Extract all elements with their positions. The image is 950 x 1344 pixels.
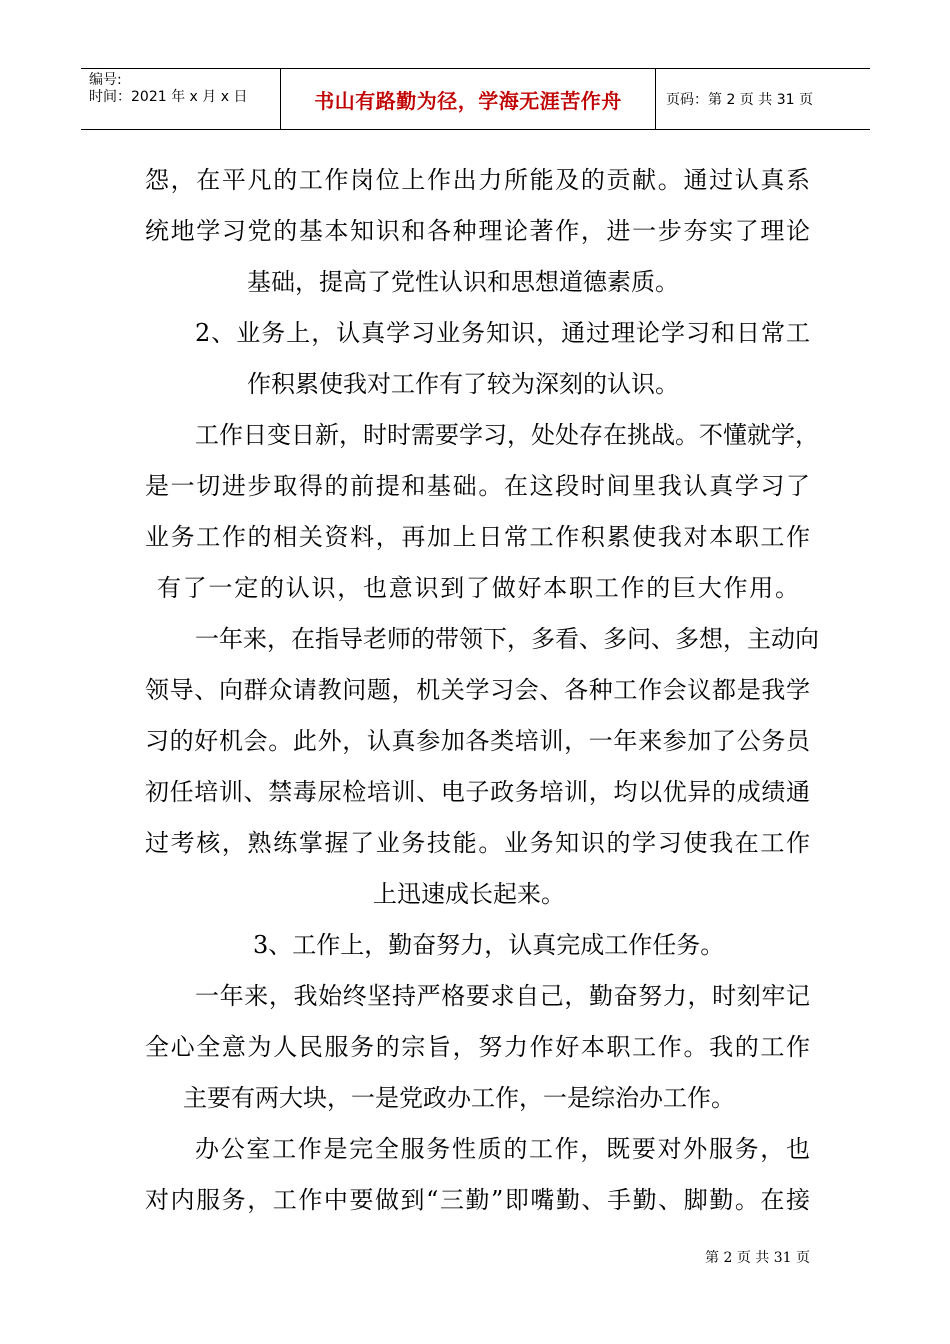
page-footer: 第 2 页 共 31 页 bbox=[705, 1250, 810, 1266]
text-line: 统地学习党的基本知识和各种理论著作，进一步夯实了理论 bbox=[145, 217, 810, 245]
text-line: 怨，在平凡的工作岗位上作出力所能及的贡献。通过认真系 bbox=[145, 166, 810, 194]
text-line: 办公室工作是完全服务性质的工作，既要对外服务，也 bbox=[195, 1135, 810, 1163]
document-body bbox=[145, 155, 819, 1226]
header-page-number: 页码：第 2 页 共 31 页 bbox=[666, 92, 813, 108]
text-line: 初任培训、禁毒尿检培训、电子政务培训，均以优异的成绩通 bbox=[145, 778, 810, 806]
text-line: 对内服务，工作中要做到“三勤”即嘴勤、手勤、脚勤。在接 bbox=[145, 1186, 810, 1214]
text-line: 主要有两大块，一是党政办工作，一是综治办工作。 bbox=[183, 1084, 735, 1112]
text-line: 习的好机会。此外，认真参加各类培训，一年来参加了公务员 bbox=[145, 727, 810, 755]
text-line: 是一切进步取得的前提和基础。在这段时间里我认真学习了 bbox=[145, 472, 810, 500]
document-number-label: 编号: bbox=[89, 72, 122, 88]
page-header bbox=[81, 68, 870, 130]
header-meta bbox=[81, 69, 281, 129]
text-line: 作积累使我对工作有了较为深刻的认识。 bbox=[247, 370, 679, 398]
text-line: 2、业务上，认真学习业务知识，通过理论学习和日常工 bbox=[195, 319, 810, 347]
text-line: 工作日变日新，时时需要学习，处处存在挑战。不懂就学， bbox=[195, 421, 819, 449]
text-line: 有了一定的认识，也意识到了做好本职工作的巨大作用。 bbox=[157, 574, 799, 602]
document-time-label: 时间：2021 年 x 月 x 日 bbox=[89, 89, 248, 105]
text-line: 一年来，我始终坚持严格要求自己，勤奋努力，时刻牢记 bbox=[195, 982, 810, 1010]
text-line: 领导、向群众请教问题，机关学习会、各种工作会议都是我学 bbox=[145, 676, 810, 704]
header-motto: 书山有路勤为径，学海无涯苦作舟 bbox=[281, 69, 656, 129]
text-line: 一年来，在指导老师的带领下，多看、多问、多想，主动向 bbox=[195, 625, 819, 653]
text-line: 基础，提高了党性认识和思想道德素质。 bbox=[247, 268, 679, 296]
text-line: 业务工作的相关资料，再加上日常工作积累使我对本职工作 bbox=[145, 523, 810, 551]
text-line: 3、工作上，勤奋努力，认真完成工作任务。 bbox=[253, 931, 725, 959]
text-line: 过考核，熟练掌握了业务技能。业务知识的学习使我在工作 bbox=[145, 829, 810, 857]
text-line: 上迅速成长起来。 bbox=[373, 880, 565, 908]
text-line: 全心全意为人民服务的宗旨，努力作好本职工作。我的工作 bbox=[145, 1033, 810, 1061]
